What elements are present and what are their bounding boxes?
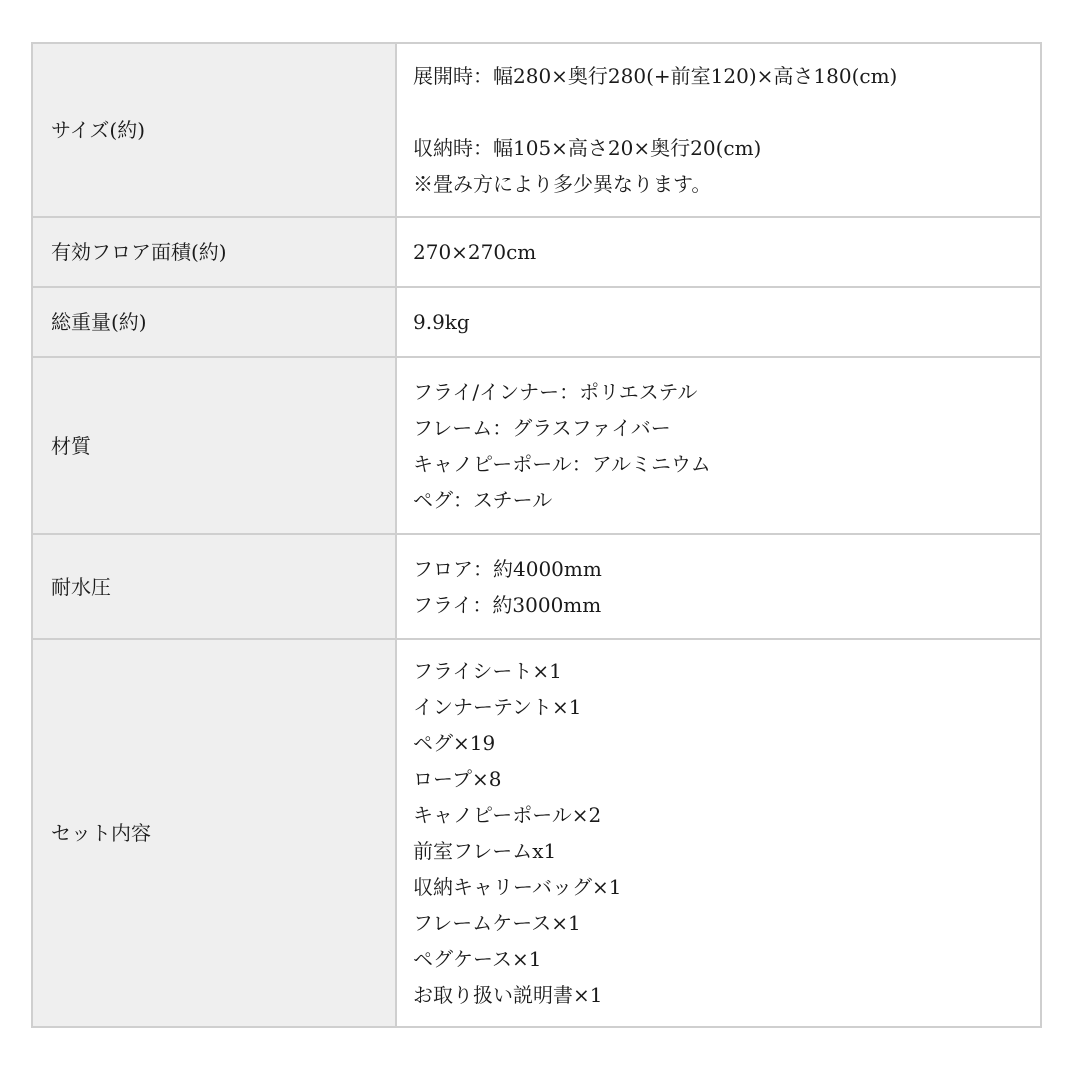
spec-value-size [396,43,1041,217]
water-resistance-line: フライ：約3000mm [413,592,602,617]
spec-row-set-contents [32,639,1041,1027]
set-contents-item: フライシート×1 [413,659,562,683]
spec-value-material [396,357,1041,534]
spec-value-water-resistance [396,534,1041,639]
spec-label-size: サイズ(約) [32,43,396,217]
spec-value-total-weight: 9.9kg [396,287,1041,357]
water-resistance-line: フロア：約4000mm [413,556,602,581]
spec-row-material [32,357,1041,534]
set-contents-item: キャノピーポール×2 [413,803,602,827]
spec-table [31,42,1042,1028]
material-line: ペグ：スチール [413,487,553,512]
set-contents-item: フレームケース×1 [413,911,581,935]
spec-row-total-weight [32,287,1041,357]
set-contents-item: 前室フレームx1 [413,839,557,863]
size-open-line: 展開時：幅280×奥行280(+前室120)×高さ180(cm) [413,64,898,88]
spec-label-total-weight: 総重量(約) [32,287,396,357]
spec-value-set-contents [396,639,1041,1027]
size-note-line: ※畳み方により多少異なります。 [413,172,712,196]
spec-label-floor-area: 有効フロア面積(約) [32,217,396,287]
spec-label-set-contents: セット内容 [32,639,396,1027]
set-contents-item: インナーテント×1 [413,695,582,719]
set-contents-item: 収納キャリーバッグ×1 [413,875,622,899]
set-contents-item: ペグ×19 [413,731,496,755]
spec-value-floor-area: 270×270cm [396,217,1041,287]
size-stored-line: 収納時：幅105×高さ20×奥行20(cm) [413,136,762,160]
spec-row-water-resistance [32,534,1041,639]
spec-row-size [32,43,1041,217]
spec-label-material: 材質 [32,357,396,534]
set-contents-item: ペグケース×1 [413,947,542,971]
set-contents-item: お取り扱い説明書×1 [413,983,603,1007]
spec-row-floor-area [32,217,1041,287]
spec-label-water-resistance: 耐水圧 [32,534,396,639]
size-spacer [413,94,1040,130]
material-line: キャノピーポール：アルミニウム [413,451,711,476]
material-line: フライ/インナー：ポリエステル [413,379,698,404]
set-contents-item: ロープ×8 [413,767,502,791]
material-line: フレーム：グラスファイバー [413,415,671,440]
